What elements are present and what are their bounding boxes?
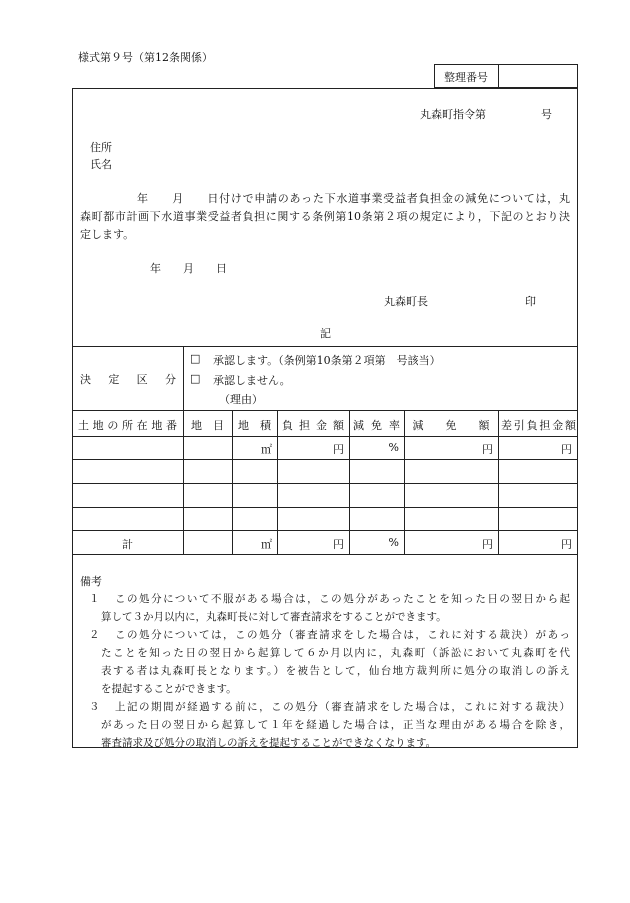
approve-option: 承認します。（条例第10条第２項第 号該当） xyxy=(213,354,441,367)
name-label: 氏名 xyxy=(90,158,112,171)
seal-mark: 印 xyxy=(525,295,536,308)
address-label: 住所 xyxy=(90,141,112,154)
yen-unit: 円 xyxy=(482,538,493,551)
form-number: 様式第９号（第12条関係） xyxy=(78,51,213,64)
remark-number: ２ xyxy=(89,629,100,641)
column-header: 差引負担金額 xyxy=(501,419,576,432)
decision-category-label: 決 定 区 分 xyxy=(80,373,176,386)
remark-number: １ xyxy=(89,593,100,605)
reference-number-label: 整理番号 xyxy=(444,71,488,84)
ki-heading: 記 xyxy=(320,327,331,340)
remark-line: この処分については，この処分（審査請求をした場合は，これに対する裁決）があっ xyxy=(115,629,570,641)
yen-unit: 円 xyxy=(482,443,493,456)
notice-body-line: 年 月 日付けで申請のあった下水道事業受益者負担金の減免については，丸 xyxy=(137,192,570,205)
yen-unit: 円 xyxy=(333,538,344,551)
remark-line: この処分について不服がある場合は，この処分があったことを知った日の翌日から起 xyxy=(115,593,570,605)
reason-label: （理由） xyxy=(219,393,263,406)
column-header: 減免率 xyxy=(353,419,400,432)
issuer-title: 丸森町長 xyxy=(384,295,428,308)
decision-date: 年 月 日 xyxy=(150,262,227,275)
column-header: 地 目 xyxy=(191,419,224,432)
approve-checkbox[interactable]: □ xyxy=(190,352,201,365)
remarks-list xyxy=(80,590,570,752)
column-header: 減 免 額 xyxy=(412,419,490,432)
notice-body-line: 定します。 xyxy=(80,228,135,241)
yen-unit: 円 xyxy=(561,443,572,456)
remark-line: 審査請求及び処分の取消しの訴えを提起することができなくなります。 xyxy=(101,737,437,749)
yen-unit: 円 xyxy=(561,538,572,551)
remark-number: ３ xyxy=(89,701,100,713)
remark-line: たことを知った日の翌日から起算して６か月以内に，丸森町（訴訟において丸森町を代 xyxy=(101,647,570,659)
designation-number: 丸森町指令第 号 xyxy=(420,108,552,121)
area-unit: ㎡ xyxy=(261,443,272,456)
area-unit: ㎡ xyxy=(261,538,272,551)
reject-checkbox[interactable]: □ xyxy=(190,372,201,385)
notice-body-line: 森町都市計画下水道事業受益者負担に関する条例第10条第２項の規定により，下記のとおり決 xyxy=(80,210,570,223)
percent-unit: % xyxy=(388,441,399,454)
column-header: 地 積 xyxy=(238,419,271,432)
notice-body xyxy=(80,190,570,244)
column-header: 負担金額 xyxy=(282,419,344,432)
remark-line: 上記の期間が経過する前に，この処分（審査請求をした場合は，これに対する裁決） xyxy=(115,701,570,713)
remark-line: 算して３か月以内に，丸森町長に対して審査請求をすることができます。 xyxy=(101,611,447,623)
column-header: 土地の所在地番 xyxy=(78,419,177,432)
total-label: 計 xyxy=(122,538,133,551)
yen-unit: 円 xyxy=(333,443,344,456)
reject-option: 承認しません。 xyxy=(213,374,291,387)
percent-unit: % xyxy=(388,536,399,549)
remark-line: を提起することができます。 xyxy=(101,683,237,695)
remark-line: 表する者は丸森町長となります。）を被告として，仙台地方裁判所に処分の取消しの訴え xyxy=(101,665,570,677)
remark-line: があった日の翌日から起算して１年を経過した場合は，正当な理由がある場合を除き， xyxy=(101,719,570,731)
remarks-title: 備考 xyxy=(80,575,102,588)
